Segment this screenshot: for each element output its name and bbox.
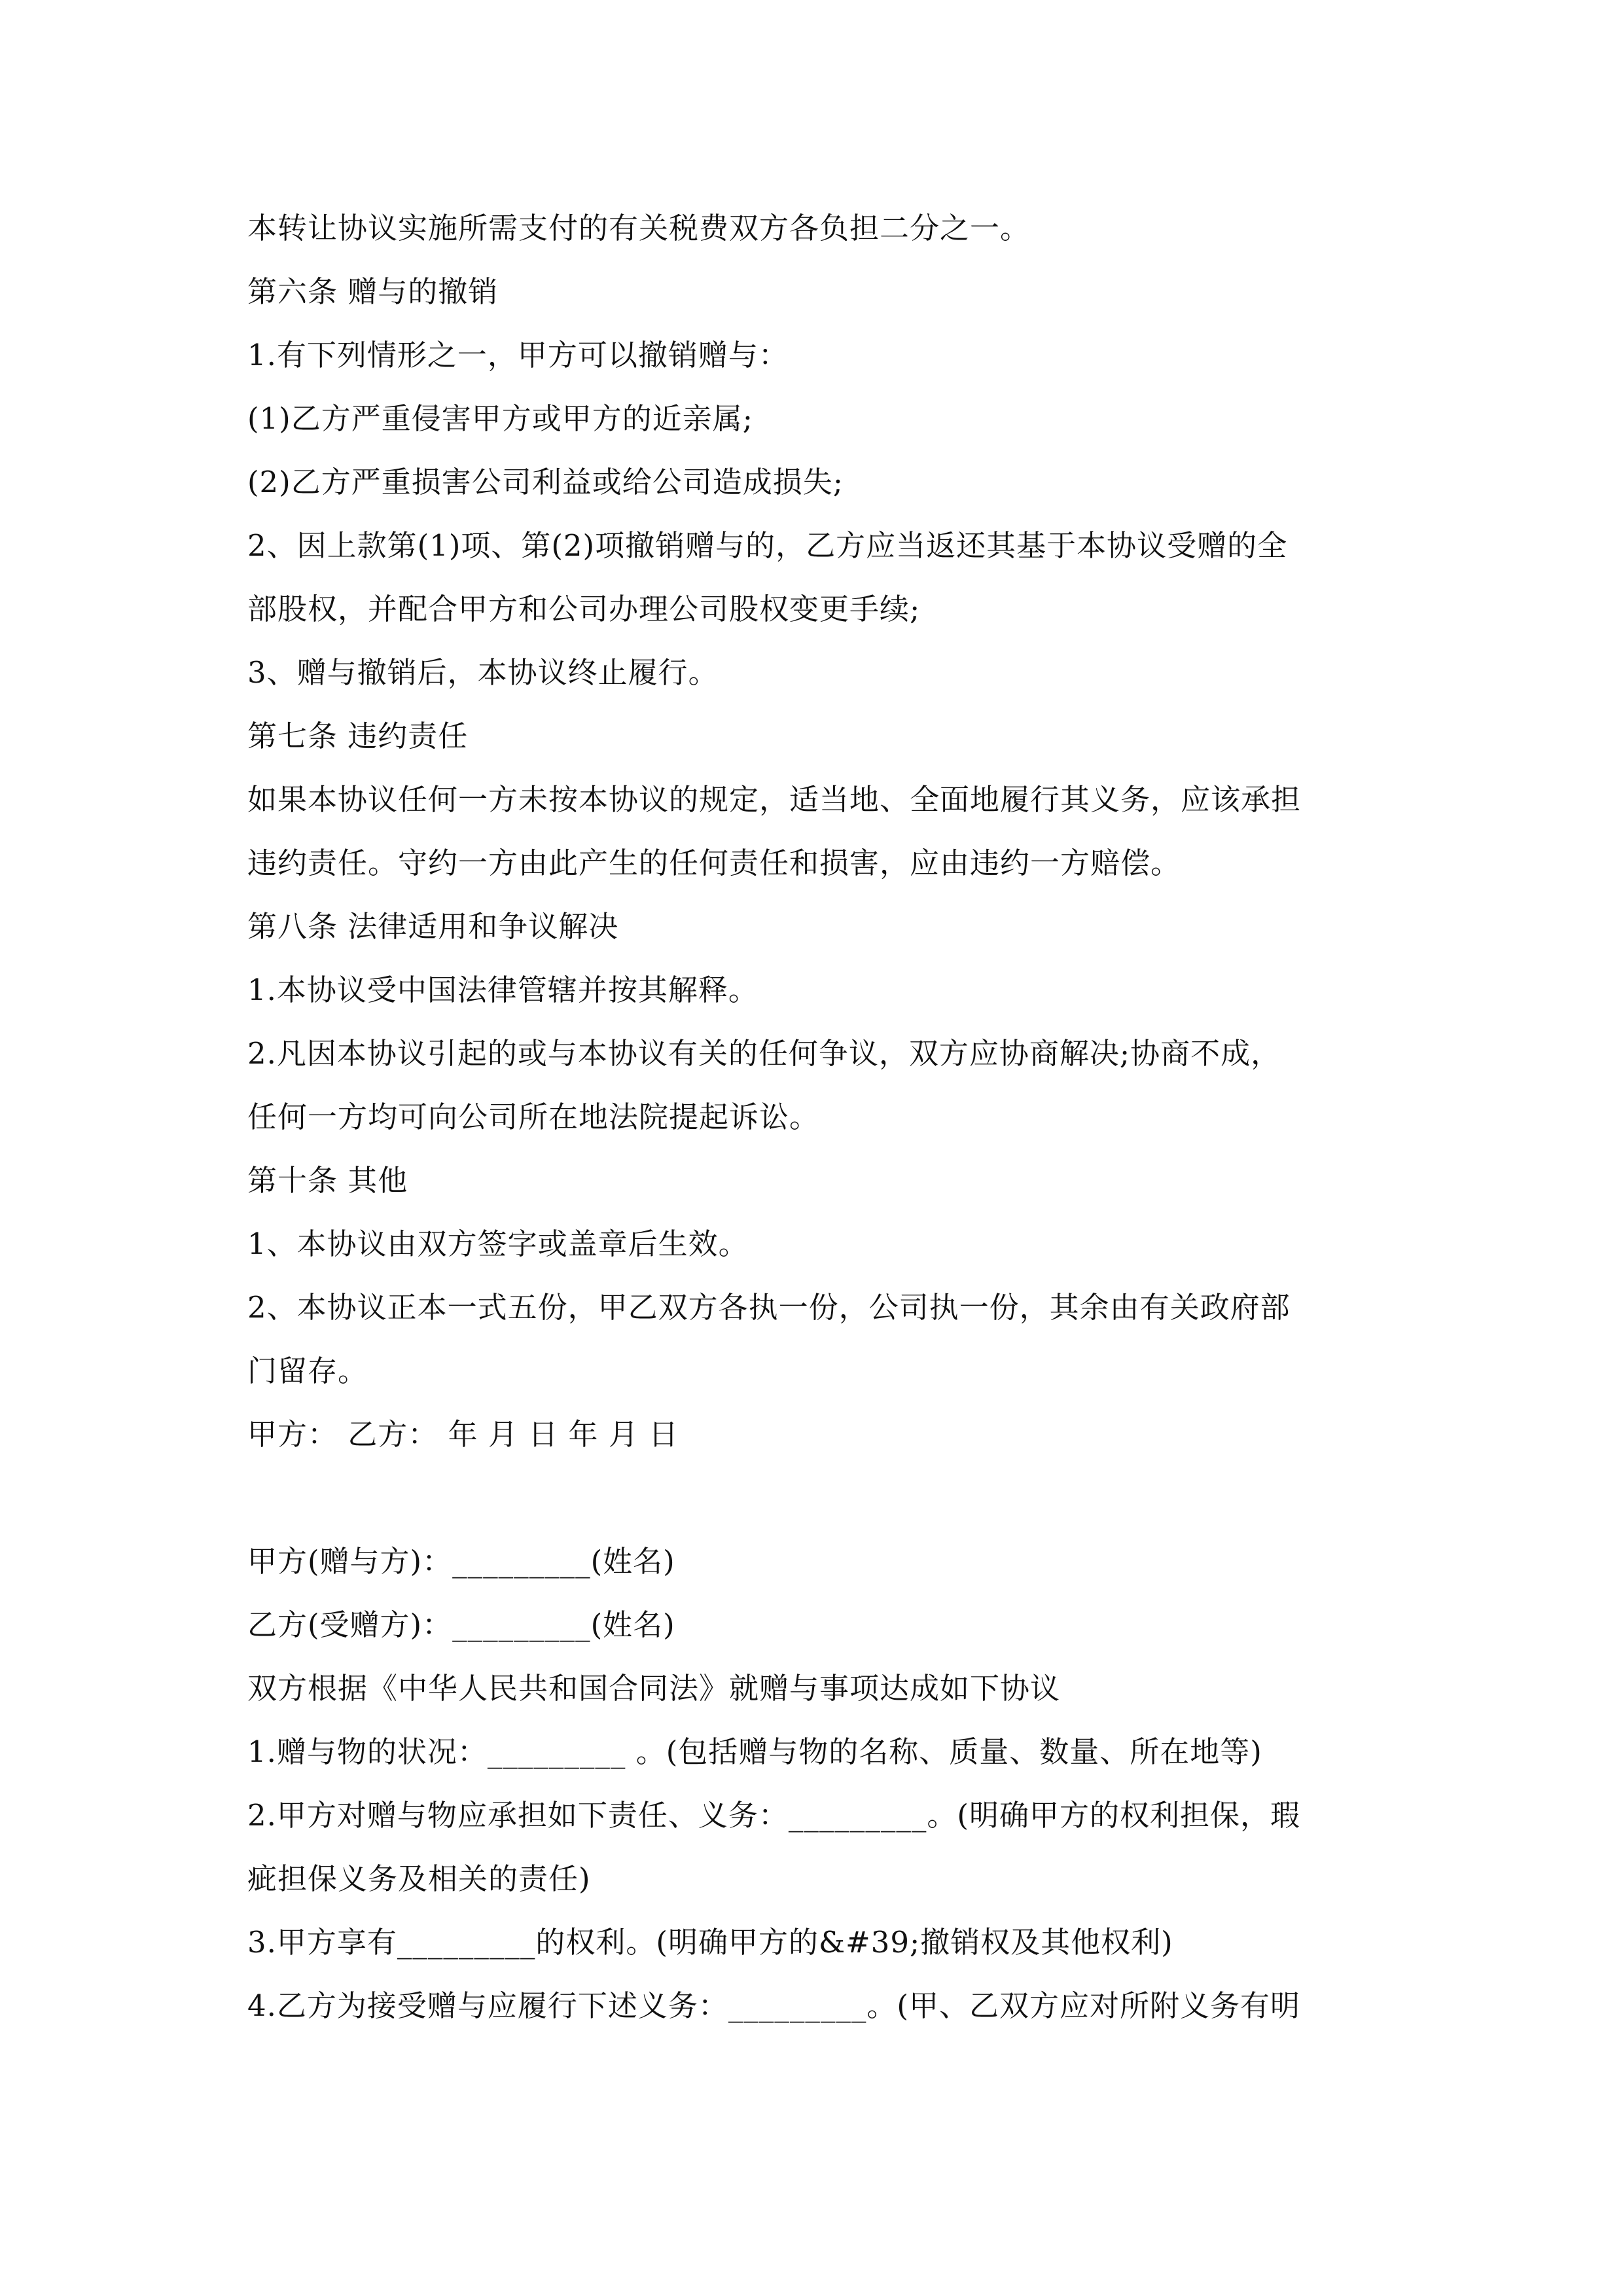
text-line: 1.有下列情形之一，甲方可以撤销赠与： bbox=[247, 338, 789, 372]
text-line: 门留存。 bbox=[247, 1354, 368, 1388]
text-line: 3.甲方享有_________的权利。(明确甲方的&#39;撤销权及其他权利) bbox=[247, 1925, 1173, 1960]
section-heading: 第七条 违约责任 bbox=[247, 719, 469, 753]
text-line: (1)乙方严重侵害甲方或甲方的近亲属; bbox=[247, 401, 753, 436]
text-line: (2)乙方严重损害公司利益或给公司造成损失; bbox=[247, 465, 844, 499]
section-heading: 第十条 其他 bbox=[247, 1163, 408, 1198]
party-a-line: 甲方(赠与方)：_________(姓名) bbox=[247, 1544, 675, 1579]
text-line: 双方根据《中华人民共和国合同法》就赠与事项达成如下协议 bbox=[247, 1671, 1061, 1706]
text-line: 本转让协议实施所需支付的有关税费双方各负担二分之一。 bbox=[247, 211, 1031, 245]
text-line: 4.乙方为接受赠与应履行下述义务：_________。(甲、乙双方应对所附义务有明 bbox=[247, 1988, 1300, 2023]
party-b-line: 乙方(受赠方)：_________(姓名) bbox=[247, 1607, 675, 1642]
text-line: 疵担保义务及相关的责任) bbox=[247, 1861, 591, 1896]
section-heading: 第八条 法律适用和争议解决 bbox=[247, 909, 619, 944]
text-line: 任何一方均可向公司所在地法院提起诉讼。 bbox=[247, 1100, 820, 1134]
text-line: 2、因上款第(1)项、第(2)项撤销赠与的，乙方应当返还其基于本协议受赠的全 bbox=[247, 528, 1288, 563]
document-body bbox=[247, 196, 1419, 2037]
text-line: 违约责任。守约一方由此产生的任何责任和损害，应由违约一方赔偿。 bbox=[247, 846, 1181, 880]
text-line: 2.凡因本协议引起的或与本协议有关的任何争议，双方应协商解决;协商不成， bbox=[247, 1036, 1281, 1071]
blank-gap bbox=[247, 1466, 1419, 1530]
text-line: 3、赠与撤销后，本协议终止履行。 bbox=[247, 655, 719, 690]
text-line: 1.本协议受中国法律管辖并按其解释。 bbox=[247, 973, 758, 1007]
text-line: 2、本协议正本一式五份，甲乙双方各执一份，公司执一份，其余由有关政府部 bbox=[247, 1290, 1291, 1325]
text-line: 1.赠与物的状况：_________ 。(包括赠与物的名称、质量、数量、所在地等) bbox=[247, 1734, 1262, 1769]
signature-line: 甲方： 乙方： 年 月 日 年 月 日 bbox=[247, 1417, 679, 1452]
text-line: 如果本协议任何一方未按本协议的规定，适当地、全面地履行其义务，应该承担 bbox=[247, 782, 1302, 817]
text-line: 1、本协议由双方签字或盖章后生效。 bbox=[247, 1227, 749, 1261]
text-line: 部股权，并配合甲方和公司办理公司股权变更手续; bbox=[247, 592, 921, 626]
text-line: 2.甲方对赠与物应承担如下责任、义务：_________。(明确甲方的权利担保，瑕 bbox=[247, 1798, 1300, 1833]
section-heading: 第六条 赠与的撤销 bbox=[247, 274, 499, 309]
